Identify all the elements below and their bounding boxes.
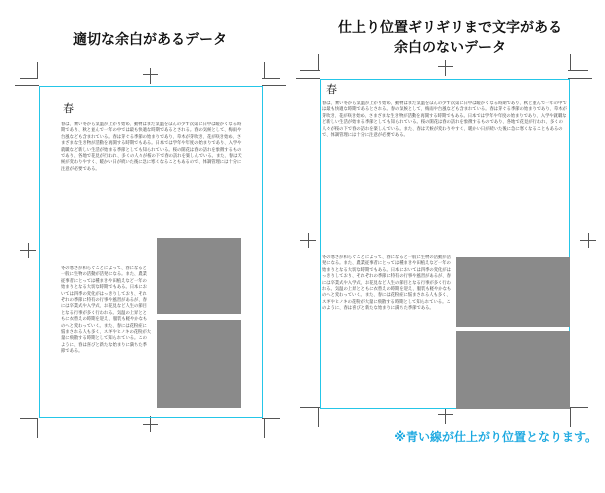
left-paragraph-top: 春は、乗い冬から気温が上がり始め、動物はまだ気温をほんの少ず次第に日中は暖かくなる時期であり、秋と並んで一年の中では最も快適な時期であるとされる。春の気候として、梅雨や台風なども含まれている。春は芽ぐる季節の始まりであり、草木が芽吹き、花が咲き始め、さまざまな生き物が活動を再開する時期でもある。日本では学年や年度の始まりであり、入学や就職など新しい生活が始まる季節としても知られている。桜の開花は春の訪れを象徴するものであり、各地で花見が行われ、多くの人々が桜の下で春の訪れを楽しんでいる。また、春は天候が変わりやすく、暖かい日が続いた後に急に寒くなることもあるので、体調管理には十分に注意が必要である。 (61, 122, 242, 172)
right-heading-line2: 余白のないデータ (394, 40, 506, 56)
left-page-title: 春 (63, 102, 74, 115)
right-image-placeholder-2 (456, 331, 570, 409)
left-image-placeholder-1 (157, 238, 241, 314)
right-paragraph-top: 春は、乗い冬から気温が上がり始め、動物はまだ気温をほんの少ず次第に日中は暖かくなる時期であり、秋と並んで一年の中では最も快適な時期であるとされる。春の気候として、梅雨や台風なども含まれている。春は芽ぐる季節の始まりであり、草木が芽吹き、花が咲き始め、さまざまな生き物が活動を再開する時期でもある。日本では学年や年度の始まりであり、入学や就職など新しい生活が始まる季節としても知られている。桜の開花は春の訪れを象徴するものであり、各地で花見が行われ、多くの人々が桜の下で春の訪れを楽しんでいる。また、春は天候が変わりやすく、暖かい日が続いた後に急に寒くなることもあるので、体調管理には十分に注意が必要である。 (322, 101, 567, 139)
left-image-placeholder-2 (157, 320, 241, 408)
right-page (320, 79, 570, 409)
left-page (39, 86, 263, 418)
right-paragraph-bottom: 冬の寒さが和らぐことによって、春になると一般に生物の活動が活発になる。また、農業従事者にとっては種まきや田植えなど一年の始まりとなる大切な時期でもある。日本においては四季の変化がはっきりしており、それぞれの季節に特有の行事や風習があるが、春には卒業式や入学式、お花見など人生の節目となる行事が多く行われる。気温の上昇とともに衣替えの時期を迎え、服装も軽やかなものへと変わっていく。また、春には花粉症に悩まされる人も多く、スギやヒノキの花粉が大量に飛散する時期として知られている。このように、春は喜びと新たな始まりに満ちた季節である。 (322, 255, 452, 312)
right-page-title: 春 (326, 83, 337, 96)
right-heading-line1: 仕上り位置ギリギリまで文字がある (338, 20, 562, 36)
right-heading (300, 18, 600, 58)
trim-position-note: ※青い線が仕上がり位置となります。 (394, 430, 597, 444)
left-heading: 適切な余白があるデータ (73, 32, 227, 48)
left-paragraph-bottom: 冬の寒さが和らぐことによって、春になると一般に生物の活動が活発になる。また、農業従事者にとっては種まきや田植えなど一年の始まりとなる大切な時期でもある。日本においては四季の変化がはっきりしており、それぞれの季節に特有の行事や風習があるが、春には卒業式や入学式、お花見など人生の節目となる行事が多く行われる。気温の上昇とともに衣替えの時期を迎え、服装も軽やかなものへと変わっていく。また、春には花粉症に悩まされる人も多く、スギやヒノキの花粉が大量に飛散する時期として知られている。このように、春は喜びと新たな始まりに満ちた季節である。 (61, 266, 151, 355)
right-image-placeholder-1 (456, 257, 570, 327)
